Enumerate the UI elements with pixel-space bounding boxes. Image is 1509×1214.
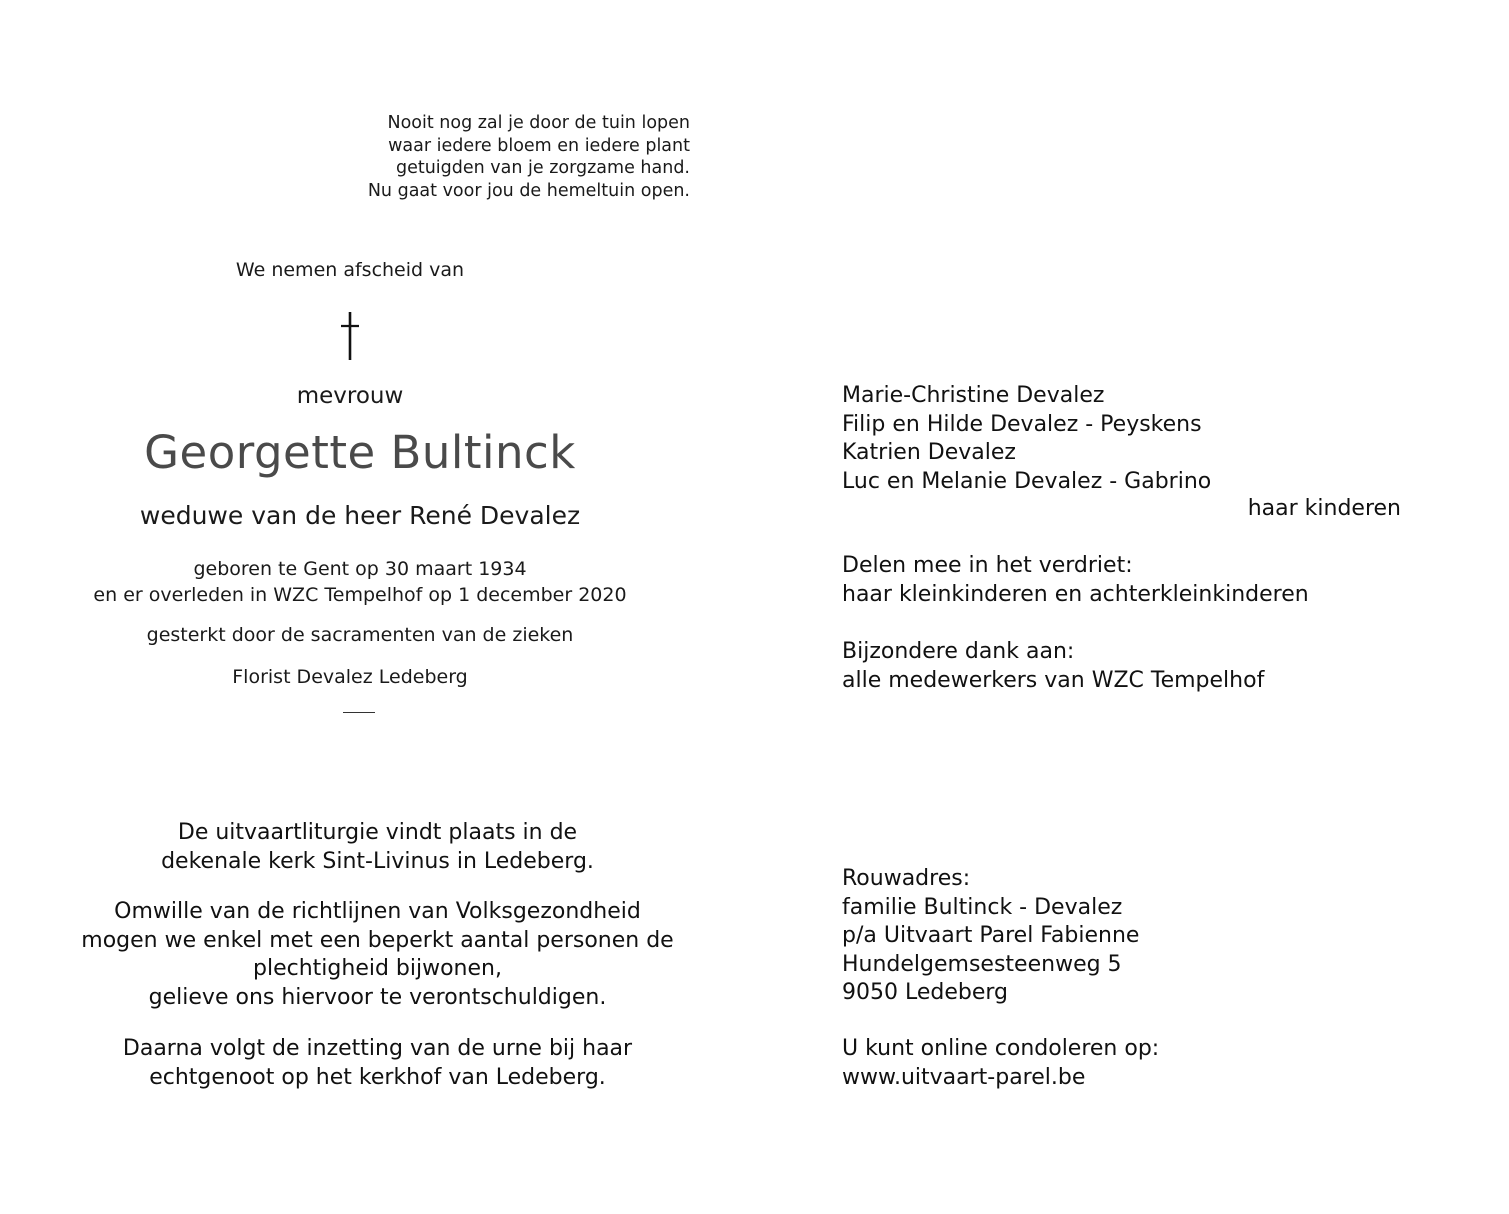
child-name: Marie-Christine Devalez — [842, 383, 1105, 408]
liturgy-paragraph — [40, 819, 715, 876]
restrictions-line: Omwille van de richtlijnen van Volksgezondheid — [114, 899, 641, 924]
liturgy-line: De uitvaartliturgie vindt plaats in de — [177, 820, 578, 845]
death-line: en er overleden in WZC Tempelhof op 1 december 2020 — [93, 584, 627, 606]
restrictions-line: mogen we enkel met een beperkt aantal personen de — [81, 927, 674, 953]
urn-line: Daarna volgt de inzetting van de urne bij haar — [122, 1036, 633, 1061]
sacraments-line: gesterkt door de sacramenten van de zieken — [146, 624, 574, 646]
florist-line: Florist Devalez Ledeberg — [232, 666, 468, 688]
poem-line: waar iedere bloem en iedere plant — [388, 135, 690, 156]
condolences-label: U kunt online condoleren op: — [842, 1036, 1160, 1061]
restrictions-line: gelieve ons hiervoor te verontschuldigen. — [148, 984, 607, 1010]
child-name: Filip en Hilde Devalez - Peyskens — [842, 411, 1202, 437]
address-line: p/a Uitvaart Parel Fabienne — [842, 923, 1140, 948]
child-name: Luc en Melanie Devalez - Gabrino — [842, 468, 1212, 494]
address-line: 9050 Ledeberg — [842, 980, 1009, 1005]
poem-line: Nooit nog zal je door de tuin lopen — [387, 113, 690, 133]
life-dates — [40, 556, 680, 608]
address-line: Rouwadres: — [842, 866, 971, 891]
address-line: familie Bultinck - Devalez — [842, 894, 1123, 920]
poem-line: Nu gaat voor jou de hemeltuin open. — [367, 181, 690, 202]
child-name: Katrien Devalez — [842, 440, 1016, 465]
honorific: mevrouw — [296, 383, 404, 409]
widow-of: weduwe van de heer René Devalez — [139, 501, 581, 530]
thanks-line: alle medewerkers van WZC Tempelhof — [842, 667, 1265, 693]
mourning-address — [842, 865, 1442, 1008]
urn-line: echtgenoot op het kerkhof van Ledeberg. — [149, 1064, 606, 1090]
poem-line: getuigden van je zorgzame hand. — [395, 158, 690, 179]
sharing-paragraph — [842, 552, 1442, 609]
birth-line: geboren te Gent op 30 maart 1934 — [193, 558, 527, 580]
intro-text: We nemen afscheid van — [235, 259, 465, 281]
children-label: haar kinderen — [1247, 496, 1401, 521]
divider — [343, 712, 375, 713]
deceased-name: Georgette Bultinck — [144, 426, 576, 479]
restrictions-line: plechtigheid bijwonen, — [253, 956, 502, 981]
sharing-line: haar kleinkinderen en achterkleinkinderen — [842, 581, 1309, 607]
cross-icon — [340, 312, 360, 360]
condolences-website-link[interactable]: www.uitvaart-parel.be — [842, 1064, 1086, 1090]
address-line: Hundelgemsesteenweg 5 — [842, 951, 1122, 977]
restrictions-paragraph — [40, 898, 715, 1012]
sharing-line: Delen mee in het verdriet: — [842, 553, 1133, 578]
poem — [300, 112, 690, 203]
liturgy-line: dekenale kerk Sint-Livinus in Ledeberg. — [161, 848, 594, 874]
children-list — [842, 382, 1442, 496]
thanks-line: Bijzondere dank aan: — [842, 639, 1075, 664]
thanks-paragraph — [842, 638, 1442, 695]
condolences-paragraph — [842, 1035, 1442, 1092]
urn-paragraph — [40, 1035, 715, 1092]
